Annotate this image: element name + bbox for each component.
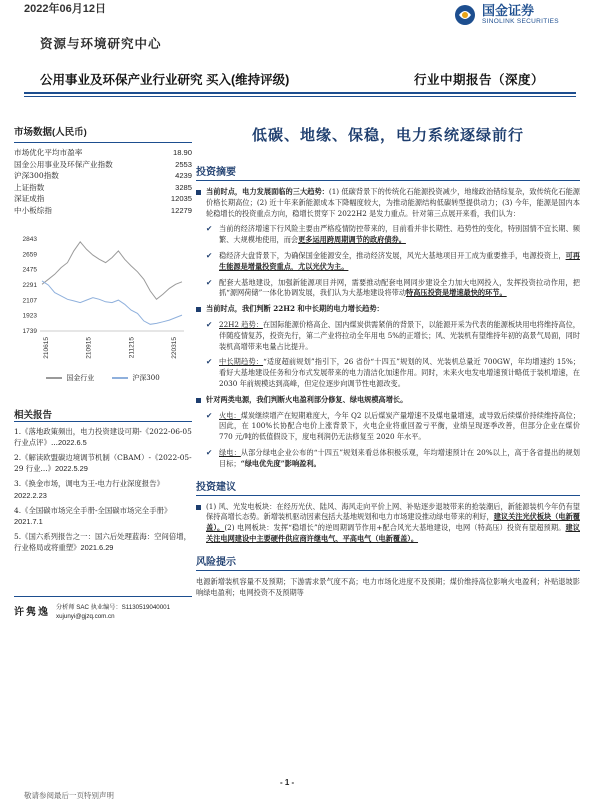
legend-label: 国金行业	[66, 373, 95, 382]
related-report-text: 2.《解读欧盟碳边境调节机制（CBAM）-《2022-05-29 行业...》	[14, 452, 192, 474]
label-text: 绿电：	[219, 447, 241, 457]
section-risk-heading: 风险提示	[196, 553, 580, 571]
related-report-item[interactable]	[14, 426, 192, 448]
body-text: 在国际能源价格高企、国内煤炭供需紧俏的背景下，以能源开采为代表的能源板块用电将维持高位，伴随疫情复苏，投资先行，第二产业将拉动全年用电 5%的正增长；风、光装机有望维持年初的高景气局面，同时装机高增带来电量占比提升。	[219, 319, 580, 351]
header-divider	[24, 92, 576, 94]
related-reports-title: 相关报告	[14, 409, 53, 421]
related-report-text: 5.《国六系列报告之一：国六后处理蓝海：空间倍增，行业格局或将重塑》	[14, 532, 192, 553]
related-report-date: 2022.6.5	[58, 437, 87, 447]
market-label: 国金公用事业及环保产业指数	[14, 159, 113, 169]
emphasis-text: “绿电优先度”影响盈利。	[240, 458, 321, 468]
market-row	[14, 147, 192, 159]
chart-y-tick: 1923	[22, 312, 37, 320]
header-divider-thin	[24, 96, 576, 97]
emphasis-text: 建议关注电网建设中主要硬件供应商许继电气、平高电气（电新覆盖）。	[206, 523, 580, 543]
legend-item	[112, 373, 159, 383]
emphasis-text: 特高压投资是增速最快的环节。	[406, 288, 507, 298]
sub-point	[196, 224, 580, 246]
check-icon: ✔	[206, 250, 213, 260]
section-advice-heading: 投资建议	[196, 478, 580, 496]
chart-series-line-1	[42, 280, 182, 323]
summary-point-growth	[196, 304, 580, 315]
emphasis-text: 建议关注光伏板块（电新覆盖）。	[206, 512, 580, 533]
sub-point	[196, 411, 580, 443]
analyst-email[interactable]: xujunyi@gjzq.com.cn	[56, 613, 115, 620]
lead-text: 当前时点，电力发展面临的三大趋势：	[206, 187, 329, 196]
analyst-name: 许隽逸	[14, 607, 50, 618]
check-icon: ✔	[206, 410, 213, 420]
summary-point-power-sources	[196, 395, 580, 406]
market-row	[14, 182, 192, 194]
sidebar	[14, 124, 192, 558]
body-text: 煤炭继续增产在短期难度大，今年 Q2 以后煤炭产量增速不及煤电量增速，或导致后续煤价持续维持高位；因此，在 100%长协配合电价上涨背景下，火电企业将重回盈亏平衡，业绩呈现逐季改善，但部分企业在煤价 770 元/吨的低值假设下，度电利润仍无法修复至 2020 年水平。	[219, 410, 580, 442]
chart-y-tick: 2475	[22, 266, 37, 274]
label-text: 中长期趋势：	[219, 357, 264, 367]
body-text: (1) 低碳背景下的传统化石能源投资减少，地缘政治错综复杂，致传统化石能源价格长期高位；(2) 近十年来新能源成本下降幅度较大，为推动能源结构低碳转型提供动力；(3) 今年，能源是国内本轮稳增长的投资重点方向，稳增长贯穿下 2022H2 是发力重点。针对第三点展开来看，我们认为：	[206, 187, 580, 218]
company-logo	[454, 0, 594, 30]
sub-point	[196, 251, 580, 273]
body-text: “适度超前规划”指引下，26 省份“十四五”规划的风、光装机总量近 700GW，年均增速约 15%；看好大基地建设任务和分布式发展带来的电力清洁化加速作用。同时，未来火电发电增速预计略低于装机增速，在 2030 年前规模达到高峰，但定位逐步向调节性电源改变。	[219, 357, 580, 388]
chart-x-tick: 220315	[171, 336, 178, 359]
square-bullet-icon	[196, 190, 201, 195]
section-summary-heading: 投资摘要	[196, 163, 580, 181]
logo-cn-text: 国金证券	[482, 3, 535, 19]
market-row	[14, 205, 192, 217]
market-value: 2553	[175, 159, 192, 169]
report-type: 行业中期报告（深度）	[414, 72, 545, 87]
report-date: 2022年06月12日	[24, 3, 106, 15]
sub-point	[196, 278, 580, 300]
square-bullet-icon	[196, 398, 201, 403]
market-value: 18.90	[172, 148, 192, 157]
logo-icon	[454, 4, 476, 26]
related-report-item[interactable]	[14, 505, 192, 527]
lead-text: 针对两类电源，我们判断火电盈利部分修复、绿电规模高增长。	[206, 394, 408, 404]
analyst-cert: 分析师 SAC 执业编号：S1130519040001	[56, 604, 171, 611]
chart-y-tick: 2843	[22, 235, 37, 243]
logo-en-text: SINOLINK SECURITIES	[482, 18, 559, 26]
body-text: 当前的经济增速下行风险主要由严格疫情防控带来的，目前看并非长期性、趋势性的变化，特别国情不宜长期、频繁、大规模地使用，而会	[219, 224, 580, 245]
legend-swatch-industry	[46, 377, 62, 379]
related-report-text: 3.《换金市场，调电为王-电力行业深度报告》	[14, 479, 164, 489]
emphasis-text: 更多运用跨周期调节的政府债券。	[298, 235, 406, 245]
related-reports-list	[14, 426, 192, 554]
related-report-item[interactable]	[14, 452, 192, 474]
related-divider	[14, 421, 192, 422]
related-report-item[interactable]	[14, 478, 192, 500]
chart-x-tick: 210615	[43, 336, 50, 359]
index-chart	[14, 231, 192, 371]
market-label: 中小板综指	[14, 205, 52, 215]
main-title: 低碳、地缘、保稳，电力系统逐绿前行	[251, 126, 524, 144]
index-chart-svg	[14, 231, 192, 371]
check-icon: ✔	[206, 277, 213, 287]
market-data-table	[14, 147, 192, 217]
body-text: 稳经济大盘背景下，为确保国金能源安全，推动经济发展，风光大基地项目开工成为重要推手，电源投资上，	[219, 250, 566, 260]
risk-text: 电源新增装机容量不及预期；下游需求景气度不高；电力市场化进度不及预期；煤价维持高位影响火电盈利；补贴退坡影响绿电盈利；电网投资不及预期等	[196, 576, 580, 597]
legend-swatch-hs300	[112, 377, 128, 379]
market-value: 3285	[175, 182, 192, 192]
market-row	[14, 170, 192, 182]
market-value: 4239	[175, 171, 192, 181]
body-text: (2) 电网板块：发挥“稳增长”的逆周期调节作用+配合风光大基地建设，电网（特高压）投资有望超预期。	[224, 523, 566, 533]
research-center: 资源与环境研究中心	[40, 36, 162, 51]
market-label: 市场优化平均市盈率	[14, 148, 83, 157]
check-icon: ✔	[206, 319, 213, 329]
market-row	[14, 159, 192, 171]
advice-point	[196, 502, 580, 545]
summary-point-trends	[196, 187, 580, 219]
check-icon: ✔	[206, 357, 213, 367]
label-text: 22H2 趋势：	[219, 319, 263, 329]
analyst-block	[14, 596, 192, 621]
related-report-date: 2021.6.29	[80, 543, 114, 553]
square-bullet-icon	[196, 505, 201, 510]
market-label: 上证指数	[14, 182, 45, 192]
sub-point	[196, 448, 580, 470]
chart-legend	[14, 373, 192, 383]
report-title: 公用事业及环保产业行业研究 买入(维持评级)	[40, 73, 290, 87]
related-report-date: 2022.5.29	[54, 464, 88, 474]
label-text: 火电：	[219, 410, 241, 420]
market-label: 沪深300指数	[14, 171, 59, 181]
related-report-date: 2022.2.23	[14, 490, 47, 500]
related-report-text: 4.《全国碳市场完全手册-全国碳市场完全手册》	[14, 505, 172, 515]
related-report-text: 1.《落地政策频出，电力投资建设可期-《2022-06-05 行业点评》...	[14, 426, 192, 447]
chart-x-tick: 211215	[128, 336, 136, 358]
emphasis-text: 可再生能源是增量投资重点，尤以光伏为主。	[219, 250, 580, 271]
chart-series-line-0	[42, 241, 182, 298]
market-data-title: 市场数据(人民币)	[14, 127, 87, 138]
sub-point	[196, 320, 580, 352]
market-value: 12279	[170, 205, 192, 215]
legend-label: 沪深300	[132, 373, 160, 382]
related-report-date: 2021.7.1	[14, 516, 43, 526]
check-icon: ✔	[206, 447, 213, 457]
check-icon: ✔	[206, 224, 213, 234]
page-number: - 1 -	[280, 778, 295, 787]
sub-point	[196, 357, 580, 389]
market-divider	[14, 142, 192, 143]
chart-x-tick: 210915	[85, 336, 93, 359]
square-bullet-icon	[196, 307, 201, 312]
body-text: 从部分绿电企业公布的“十四五”规划来看总体积极乐观，年均增速预计在 20%以上，高于各省提出的规划目标；	[219, 447, 580, 468]
market-row	[14, 193, 192, 205]
related-report-item[interactable]	[14, 531, 192, 553]
chart-y-tick: 2291	[22, 281, 37, 289]
market-value: 12035	[170, 194, 192, 204]
chart-y-tick: 2659	[22, 250, 37, 258]
main-column	[196, 124, 580, 603]
footer-disclaimer: 敬请参阅最后一页特别声明	[24, 791, 114, 800]
legend-item	[46, 373, 94, 383]
body-text: 配套大基地建设，加强新能源项目并网，需要推动配套电网同步建设全力加大电网投入，发挥投资拉动作用，把抓“源网荷储”一体化协调发展，我们认为大基地建设将带动	[219, 277, 580, 298]
chart-y-tick: 2107	[22, 296, 37, 304]
chart-y-tick: 1739	[22, 327, 37, 335]
market-label: 深证成指	[14, 194, 45, 204]
body-text: (1) 风、光发电板块：在经历光伏、陆风、海风走向平价上网、补贴逐步退坡带来的抢装潮后，新能源装机今年仍有望保持高增长态势。新增装机驱动因素包括大基地规划和电力市场建设推动绿电带来的利好，	[206, 501, 580, 522]
lead-text: 当前时点，我们判断 22H2 和中长期的电力增长趋势：	[206, 304, 384, 314]
